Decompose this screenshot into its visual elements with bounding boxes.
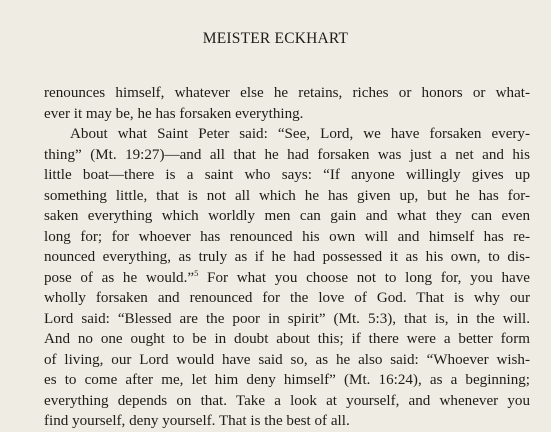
text-line bbox=[44, 329, 530, 350]
text-line bbox=[44, 145, 530, 166]
text-line bbox=[44, 124, 530, 145]
body-text bbox=[44, 83, 530, 432]
line-text: everything depends on that. Take a look at yourself, and whenever you bbox=[44, 392, 530, 409]
line-text: wholly forsaken and renounced for the love of God. That is why our bbox=[44, 290, 530, 306]
text-line bbox=[44, 350, 530, 371]
line-text: saken everything which worldly men can gain and what they can even bbox=[44, 208, 530, 224]
line-text: find yourself, deny yourself. That is the best of all. bbox=[44, 413, 350, 429]
text-line bbox=[44, 83, 530, 104]
text-line bbox=[44, 370, 530, 391]
running-header: MEISTER ECKHART bbox=[202, 30, 349, 47]
footnote-marker: 5 bbox=[194, 267, 199, 278]
line-text-rest: For what you choose not to long for, you have bbox=[198, 269, 530, 286]
text-line bbox=[44, 186, 530, 207]
line-text: And no one ought to be in doubt about this; if there were a better form bbox=[44, 331, 530, 347]
line-text: of living, our Lord would have said so, as he also said: “Whoever wish- bbox=[44, 351, 530, 368]
text-line bbox=[44, 165, 530, 186]
line-text: ever it may be, he has forsaken everything. bbox=[44, 105, 304, 122]
text-line bbox=[44, 206, 530, 227]
text-line bbox=[44, 268, 530, 289]
text-line bbox=[44, 104, 530, 125]
line-text: Lord said: “Blessed are the poor in spirit” (Mt. 5:3), that is, in the will. bbox=[44, 310, 530, 327]
line-text: About what Saint Peter said: “See, Lord, we have forsaken every- bbox=[70, 126, 530, 142]
line-text: thing” (Mt. 19:27)—and all that he had forsaken was just a net and his bbox=[44, 146, 530, 163]
text-line bbox=[44, 288, 530, 309]
line-text: something little, that is not all which he has given up, but he has for- bbox=[44, 187, 530, 204]
line-text: long for; for whoever has renounced his own will and himself has re- bbox=[44, 228, 530, 245]
line-text: pose of as he would.” bbox=[44, 269, 195, 286]
line-text: little boat—there is a saint who says: “If anyone willingly gives up bbox=[44, 167, 530, 183]
text-line bbox=[44, 411, 530, 432]
text-line bbox=[44, 309, 530, 330]
text-line bbox=[44, 391, 530, 412]
text-line bbox=[44, 227, 530, 248]
line-text: renounces himself, whatever else he retains, riches or honors or what- bbox=[44, 85, 530, 101]
line-text: es to come after me, let him deny himself” (Mt. 16:24), as a beginning; bbox=[44, 372, 530, 388]
text-line bbox=[44, 247, 530, 268]
line-text: nounced everything, as truly as if he had possessed it as his own, to dis- bbox=[44, 249, 530, 265]
